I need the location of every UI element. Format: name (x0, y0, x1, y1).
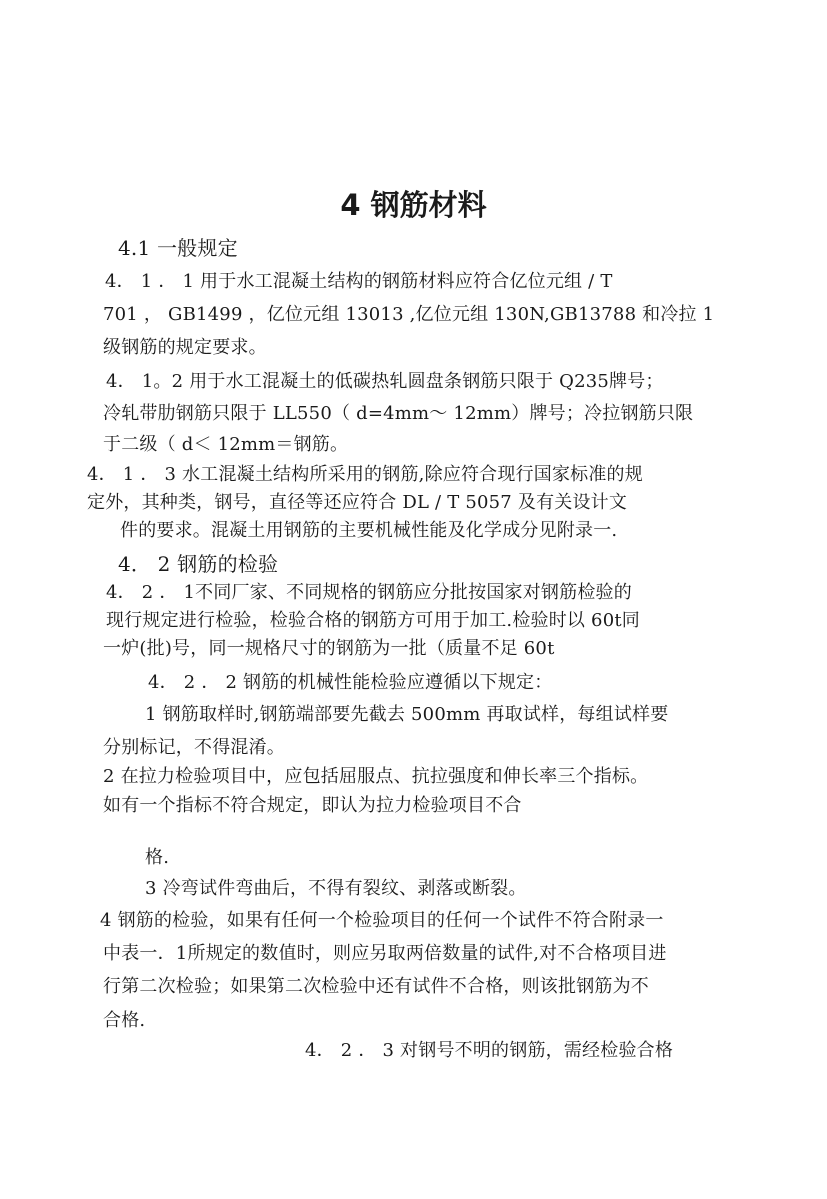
paragraph-line: 冷轧带肋钢筋只限于 LL550（ d=4mm～ 12mm）牌号；冷拉钢筋只限 (103, 403, 694, 424)
paragraph-line: 格. (145, 847, 170, 868)
paragraph-line: 701 ， GB1499 ，亿位元组 13013 ,亿位元组 130N,GB13788 和冷拉 1 (103, 304, 715, 325)
paragraph-line: 中表一．1所规定的数值时，则应另取两倍数量的试件,对不合格项目进 (103, 943, 667, 964)
paragraph-line: 件的要求。混凝土用钢筋的主要机械性能及化学成分见附录一. (120, 520, 618, 541)
paragraph-line: 一炉(批)号，同一规格尺寸的钢筋为一批（质量不足 60t (103, 638, 555, 659)
paragraph-line: 4． 1 ． 3 水工混凝土结构所采用的钢筋,除应符合现行国家标准的规 (87, 464, 643, 485)
paragraph-line: 于二级（ d＜ 12mm＝钢筋。 (103, 434, 349, 455)
paragraph-line: 定外，其种类，钢号，直径等还应符合 DL / T 5057 及有关设计文 (87, 492, 628, 513)
paragraph-line: 4． 2 ． 1不同厂家、不同规格的钢筋应分批按国家对钢筋检验的 (106, 582, 632, 603)
list-item-3: 3 冷弯试件弯曲后，不得有裂纹、剥落或断裂。 (145, 878, 527, 899)
section-heading-4-1: 4.1 一般规定 (118, 236, 238, 260)
list-item-2: 2 在拉力检验项目中，应包括屈服点、抗拉强度和伸长率三个指标。 (103, 766, 649, 787)
list-item-1: 1 钢筋取样时,钢筋端部要先截去 500mm 再取试样，每组试样要 (145, 704, 669, 725)
chapter-title: 4 钢筋材料 (340, 188, 487, 222)
paragraph-line: 分别标记，不得混淆。 (103, 737, 285, 758)
paragraph-line: 行第二次检验；如果第二次检验中还有试件不合格，则该批钢筋为不 (103, 976, 649, 997)
paragraph-line: 4． 2 ． 3 对钢号不明的钢筋，需经检验合格 (305, 1040, 674, 1061)
paragraph-line: 4． 1。2 用于水工混凝土的低碳热轧圆盘条钢筋只限于 Q235牌号； (106, 371, 664, 392)
paragraph-line: 4． 1 ． 1 用于水工混凝土结构的钢筋材料应符合亿位元组 / T (105, 271, 613, 292)
section-heading-4-2: 4． 2 钢筋的检验 (118, 552, 279, 576)
paragraph-line: 现行规定进行检验，检验合格的钢筋方可用于加工.检验时以 60t同 (106, 610, 640, 631)
list-item-4: 4 钢筋的检验，如果有任何一个检验项目的任何一个试件不符合附录一 (100, 910, 664, 931)
paragraph-line: 如有一个指标不符合规定，即认为拉力检验项目不合 (103, 795, 522, 816)
paragraph-line: 合格. (103, 1010, 146, 1031)
paragraph-line: 级钢筋的规定要求。 (103, 337, 267, 358)
paragraph-line: 4． 2 ． 2 钢筋的机械性能检验应遵循以下规定： (148, 672, 553, 693)
